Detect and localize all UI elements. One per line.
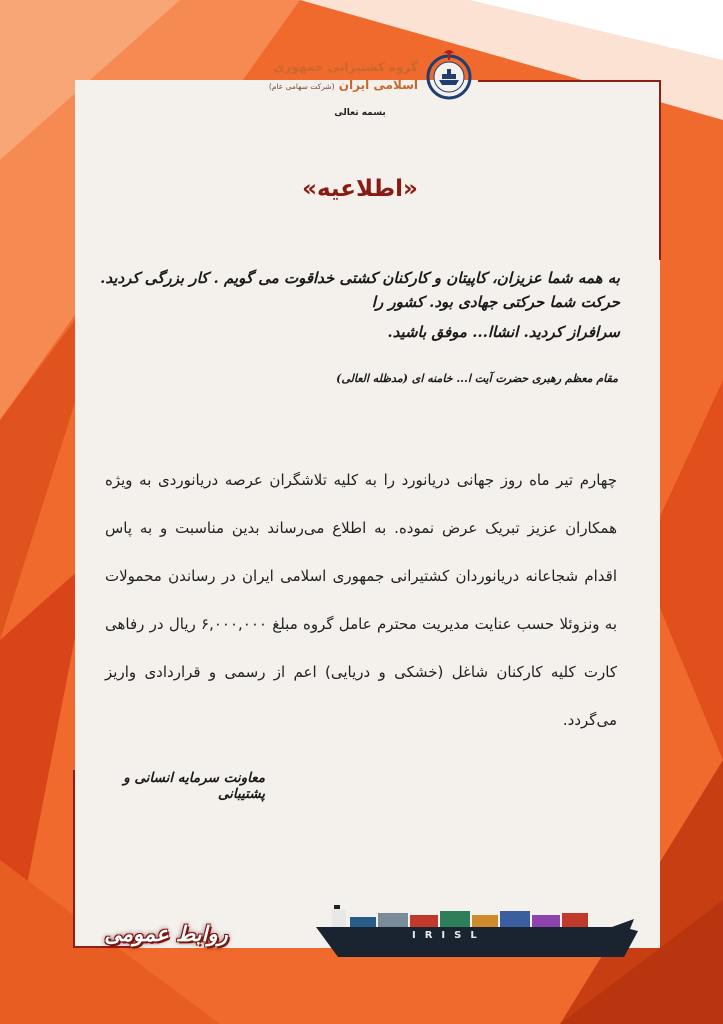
organization-name-line2 xyxy=(269,78,418,92)
public-relations-label: روابط عمومی xyxy=(104,922,228,946)
organization-logo xyxy=(270,42,480,112)
invocation-text: بسمه تعالی xyxy=(334,108,386,118)
quote-line-2: سرافراز کردید. انشاا... موفق باشید. xyxy=(387,323,620,341)
frame-right-line xyxy=(659,80,661,260)
organization-name-line2-text: اسلامی ایران xyxy=(338,78,418,92)
notice-body: چهارم تیر ماه روز جهانی دریانورد را به کلیه تلاشگران عرصه دریانوردی به ویژه همکاران عزیز تبریک عرض نموده. به اطلاع می‌رساند بدین مناسبت و به پاس اقدام شجاعانه دریانوردان کشتیرانی جمهوری اسلامی ایران در رساندن محمولات به ونزوئلا حسب عنایت مدیریت محترم عامل گروه مبلغ ۶,۰۰۰,۰۰۰ ریال در رفاهی کارت کلیه کارکنان شاغل (خشکی و دریایی) اعم از رسمی و قراردادی واریز می‌گردد. xyxy=(105,471,617,729)
quote-author: مقام معظم رهبری حضرت آیت ا... خامنه ای (مدظله العالی) xyxy=(336,372,618,385)
company-type-label: (شرکت سهامی عام) xyxy=(268,82,335,91)
ship-hull-text: IRISL xyxy=(412,930,486,941)
organization-name-line1: گروه کشتیرانی جمهوری xyxy=(273,60,418,74)
signature: معاونت سرمایه انسانی و پشتیبانی xyxy=(123,770,265,802)
irisl-emblem-icon xyxy=(426,46,472,104)
frame-left-line xyxy=(73,770,75,948)
frame-top-line xyxy=(478,80,661,82)
frame-bottom-line xyxy=(73,946,133,948)
quote-line-1: به همه شما عزیزان، کاپیتان و کارکنان کشتی خداقوت می گویم . کار بزرگی کردید. حرکت شما حرکتی جهادی بود. کشور را xyxy=(100,269,620,311)
notice-title: «اطلاعیه» xyxy=(302,176,418,202)
